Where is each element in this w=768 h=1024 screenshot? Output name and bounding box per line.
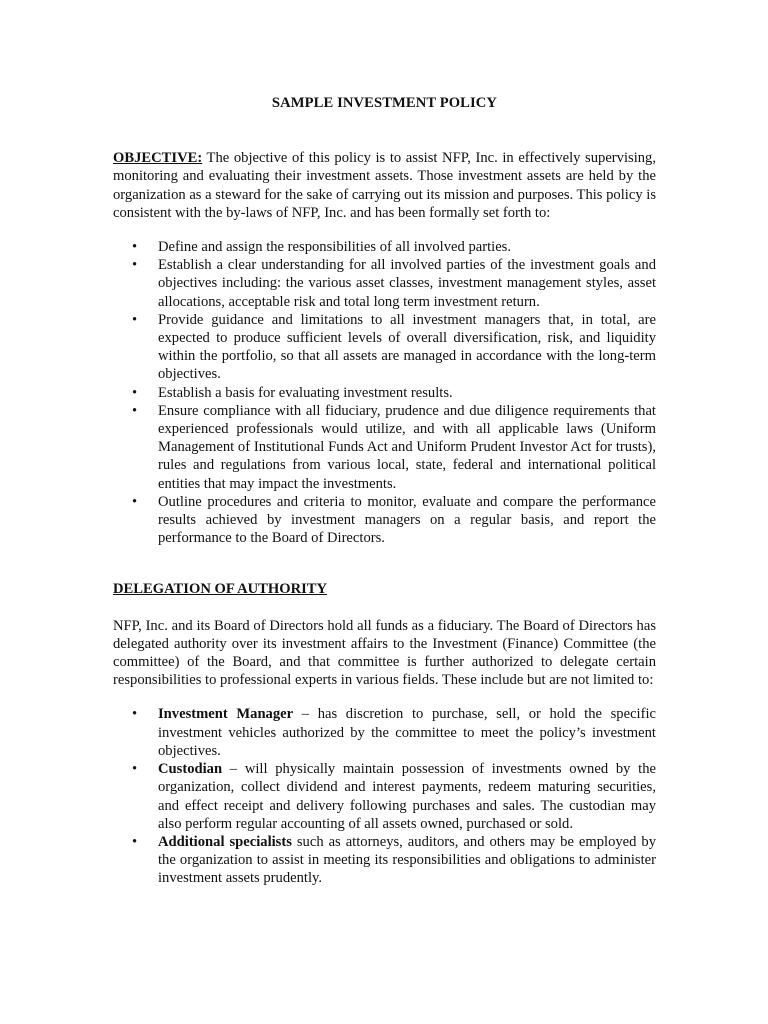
bullet-icon: • [132, 384, 138, 401]
list-item-term: Custodian [158, 761, 223, 778]
list-item [132, 311, 656, 384]
list-item-text: Outline procedures and criteria to monitor, evaluate and compare the performance results achieved by investment managers on a regular basis, and report the performance to the Board of Directors. [158, 493, 656, 547]
list-item-text: such as attorneys, auditors, and others may be employed by the organization to assist in meeting its responsibilities and obligations to administer investment assets prudently. [158, 833, 656, 887]
list-item [132, 402, 656, 493]
objective-bullet-list [113, 238, 656, 547]
list-item [132, 833, 656, 888]
list-item [132, 238, 656, 256]
delegation-paragraph: NFP, Inc. and its Board of Directors hold all funds as a fiduciary. The Board of Directors has delegated authority over its investment affairs to the Investment (Finance) Committee (the committee) of the Board, and that committee is further authorized to delegate certain responsibilities to professional experts in various fields. These include but are not limited to: [113, 617, 656, 689]
list-item-text: Provide guidance and limitations to all investment managers that, in total, are expected to produce sufficient levels of overall diversification, risk, and liquidity within the portfolio, so that all assets are managed in accordance with the long-term objectives. [158, 311, 656, 383]
document-title: SAMPLE INVESTMENT POLICY [271, 95, 498, 111]
list-item [132, 384, 656, 402]
list-item [132, 256, 656, 311]
section-heading-delegation: DELEGATION OF AUTHORITY [113, 581, 328, 598]
list-item-text: Establish a clear understanding for all involved parties of the investment goals and objectives including: the various asset classes, investment management styles, asset allocations, acceptable risk and total long term investment return. [158, 257, 656, 310]
list-item-text: Define and assign the responsibilities of all involved parties. [158, 239, 512, 256]
delegation-bullet-list [113, 705, 656, 887]
list-item-text: – will physically maintain possession of investments owned by the organization, collect dividend and interest payments, redeem maturing securities, and effect receipt and delivery following purchases and sales. The custodian may also perform regular accounting of all assets owned, purchased or sold. [158, 761, 656, 832]
objective-text: The objective of this policy is to assist NFP, Inc. in effectively supervising, monitoring and evaluating their investment assets. Those investment assets are held by the organization as a steward for the sake of carrying out its mission and purposes. This policy is consistent with the by-laws of NFP, Inc. and has been formally set forth to: [113, 150, 656, 221]
list-item-text: Ensure compliance with all fiduciary, prudence and due diligence requirements that experienced professionals would utilize, and with all applicable laws (Uniform Management of Institutional Funds Act and Uniform Prudent Investor Act for trusts), rules and regulations from various local, state, federal and international political entities that may impact the investments. [158, 402, 656, 492]
bullet-icon: • [132, 311, 138, 328]
list-item-text: Establish a basis for evaluating investment results. [158, 384, 453, 401]
bullet-icon: • [132, 257, 138, 274]
objective-paragraph [113, 149, 656, 222]
list-item [132, 493, 656, 548]
objective-label: OBJECTIVE: [113, 150, 203, 167]
bullet-icon: • [132, 761, 138, 778]
list-item [132, 705, 656, 760]
bullet-icon: • [132, 493, 138, 510]
bullet-icon: • [132, 402, 138, 419]
list-item-term: Investment Manager [158, 706, 294, 723]
bullet-icon: • [132, 239, 138, 256]
list-item-term: Additional specialists [158, 833, 292, 850]
bullet-icon: • [132, 706, 138, 723]
bullet-icon: • [132, 833, 138, 850]
list-item [132, 760, 656, 833]
list-item-text: – has discretion to purchase, sell, or hold the specific investment vehicles authorized by the committee to meet the policy’s investment objectives. [158, 706, 656, 759]
